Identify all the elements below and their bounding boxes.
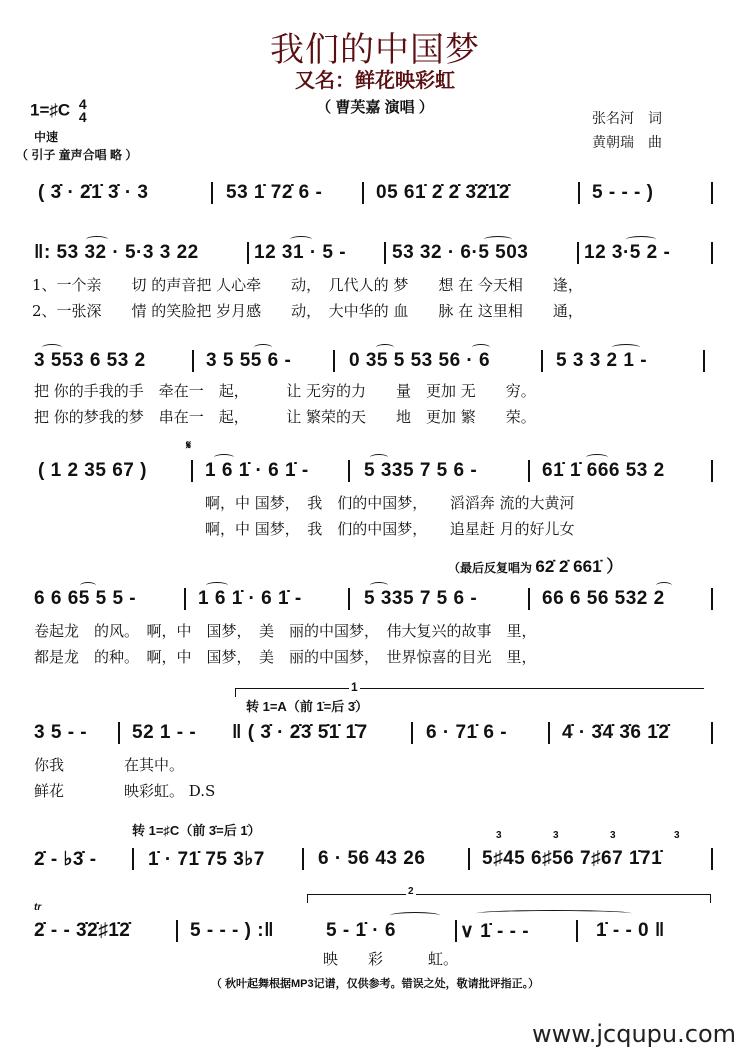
song-subtitle: 又名：鲜花映彩虹 [295,70,455,92]
measure: 1̇ - - 0 ‖ [596,920,665,941]
measure: 5 335 7 5 6 - [364,460,478,481]
measure: 4̇ · 3̇4̇ 3̇6 1̇2̇ [562,722,670,743]
measure: 0 35 5 53 56 · 6 [349,350,491,371]
measure: 52 1 - - [132,722,197,743]
volta-number: 2 [408,886,414,897]
tempo-marking: 中速 [34,130,59,144]
measure: 6 · 56 43 26 [318,848,426,869]
measure: 66 6 56 532 2 [542,588,665,609]
measure: 5 335 7 5 6 - [364,588,478,609]
measure: 2̇ - - 3̇2̇♯1̇2̇ [34,920,131,941]
measure: 5♯45 6♯56 7♯67 1̇71̇ [482,848,663,869]
site-watermark: www.jcqupu.com [532,1020,736,1048]
measure: 1 6 1̇ · 6 1̇ - [198,588,302,609]
measure: ‖ ( 3̇ · 2̇3̇ 5̇1̇ 1̇7 [232,722,368,743]
lyric-chorus1-line: 啊，中 国梦， 我 们的中国梦， 滔滔奔 流的大黄河 [205,494,575,512]
segno-icon: 𝄋 [186,438,192,452]
intro-note: （ 引子 童声合唱 略 ） [16,148,138,162]
measure: 5 - - - ) [592,182,654,203]
measure: 3 553 6 53 2 [34,350,146,371]
measure: ( 1 2 35 67 ) [38,460,147,481]
key-signature [30,98,87,124]
measure: ( 3̇ · 2̇1̇ 3̇ · 3 [38,182,149,203]
measure: 53 32 · 6·5 503 [392,242,529,263]
measure: 05 61̇ 2̇ 2̇ 3̇2̇1̇2̇ [376,182,510,203]
measure: 1 6 1̇ · 6 1̇ - [205,460,309,481]
measure: 53 1̇ 72̇ 6 - [226,182,323,203]
modulation-marking: 转 1=♯C（前 3̇=后 1̇） [132,823,261,838]
final-repeat-notation: 62̇ 2̇ 661̇ ） [535,557,624,576]
measure: 5 - - - ) :‖ [190,920,275,941]
measure: 5 - 1̇ · 6 [326,920,396,941]
volta-number: 1 [351,680,358,694]
measure: ∨ 1̇ - - - [460,921,530,942]
transcriber-note: （ 秋叶起舞根据MP3记谱，仅供参考。错误之处，敬请批评指正。） [210,978,540,990]
lyric-verse1-line: 1、一个亲 切 的声音把 人心牵 动， 几代人的 梦 想 在 今天相 逢， [32,276,583,294]
lyric-chorus2-line: 啊，中 国梦， 我 们的中国梦， 追星赶 月的好儿女 [205,520,575,538]
lyric-chorus1-line: 卷起龙 的风。 啊，中 国梦， 美 丽的中国梦， 伟大复兴的故事 里， [34,622,537,640]
measure: 3 5 - - [34,722,88,743]
measure: 5 3 3 2 1 - [556,350,648,371]
key-label: 1=♯C [30,100,71,120]
measure: 6 6 65 5 5 - [34,588,137,609]
measure: 3 5 55 6 - [206,350,292,371]
measure: 1̇ · 71̇ 75 3♭7 [148,849,265,870]
lyricist-credit: 张名河 词 [592,111,662,127]
measure: 6 · 71̇ 6 - [426,722,508,743]
song-title: 我们的中国梦 [270,31,480,69]
lyric-ending-line: 鲜花 映彩虹。 D.S [34,782,216,800]
measure: 12 3·5 2 - [584,242,671,263]
lyric-ending-line: 映 彩 虹。 [323,950,459,968]
measure: ‖: 53 32 · 5·3 3 22 [34,242,199,263]
lyric-chorus2-line: 都是龙 的种。 啊，中 国梦， 美 丽的中国梦， 世界惊喜的目光 里， [34,648,537,666]
trill-marking: tr [34,902,42,913]
lyric-verse2-line: 把 你的梦我的梦 串在一 起， 让 繁荣的天 地 更加 繁 荣。 [34,408,536,426]
time-signature: 4 4 [78,96,87,125]
final-repeat-note: （最后反复唱为 62̇ 2̇ 661̇ ） [448,557,624,576]
lyric-verse2-line: 2、一张深 情 的笑脸把 岁月感 动， 大中华的 血 脉 在 这里相 通， [32,302,583,320]
volta-bracket-2 [307,894,711,903]
measure: 12 31 · 5 - [254,242,347,263]
measure: 61̇ 1̇ 666 53 2 [542,460,665,481]
modulation-marking: 转 1=A（前 1̇=后 3̇） [246,699,369,714]
measure: 2̇ - ♭3̇ - [34,849,97,870]
lyric-verse1-line: 把 你的手我的手 牵在一 起， 让 无穷的力 量 更加 无 穷。 [34,382,536,400]
performer: （ 曹芙嘉 演唱 ） [316,99,434,116]
composer-credit: 黄朝瑞 曲 [592,135,662,151]
lyric-ending-line: 你我 在其中。 [34,756,185,774]
